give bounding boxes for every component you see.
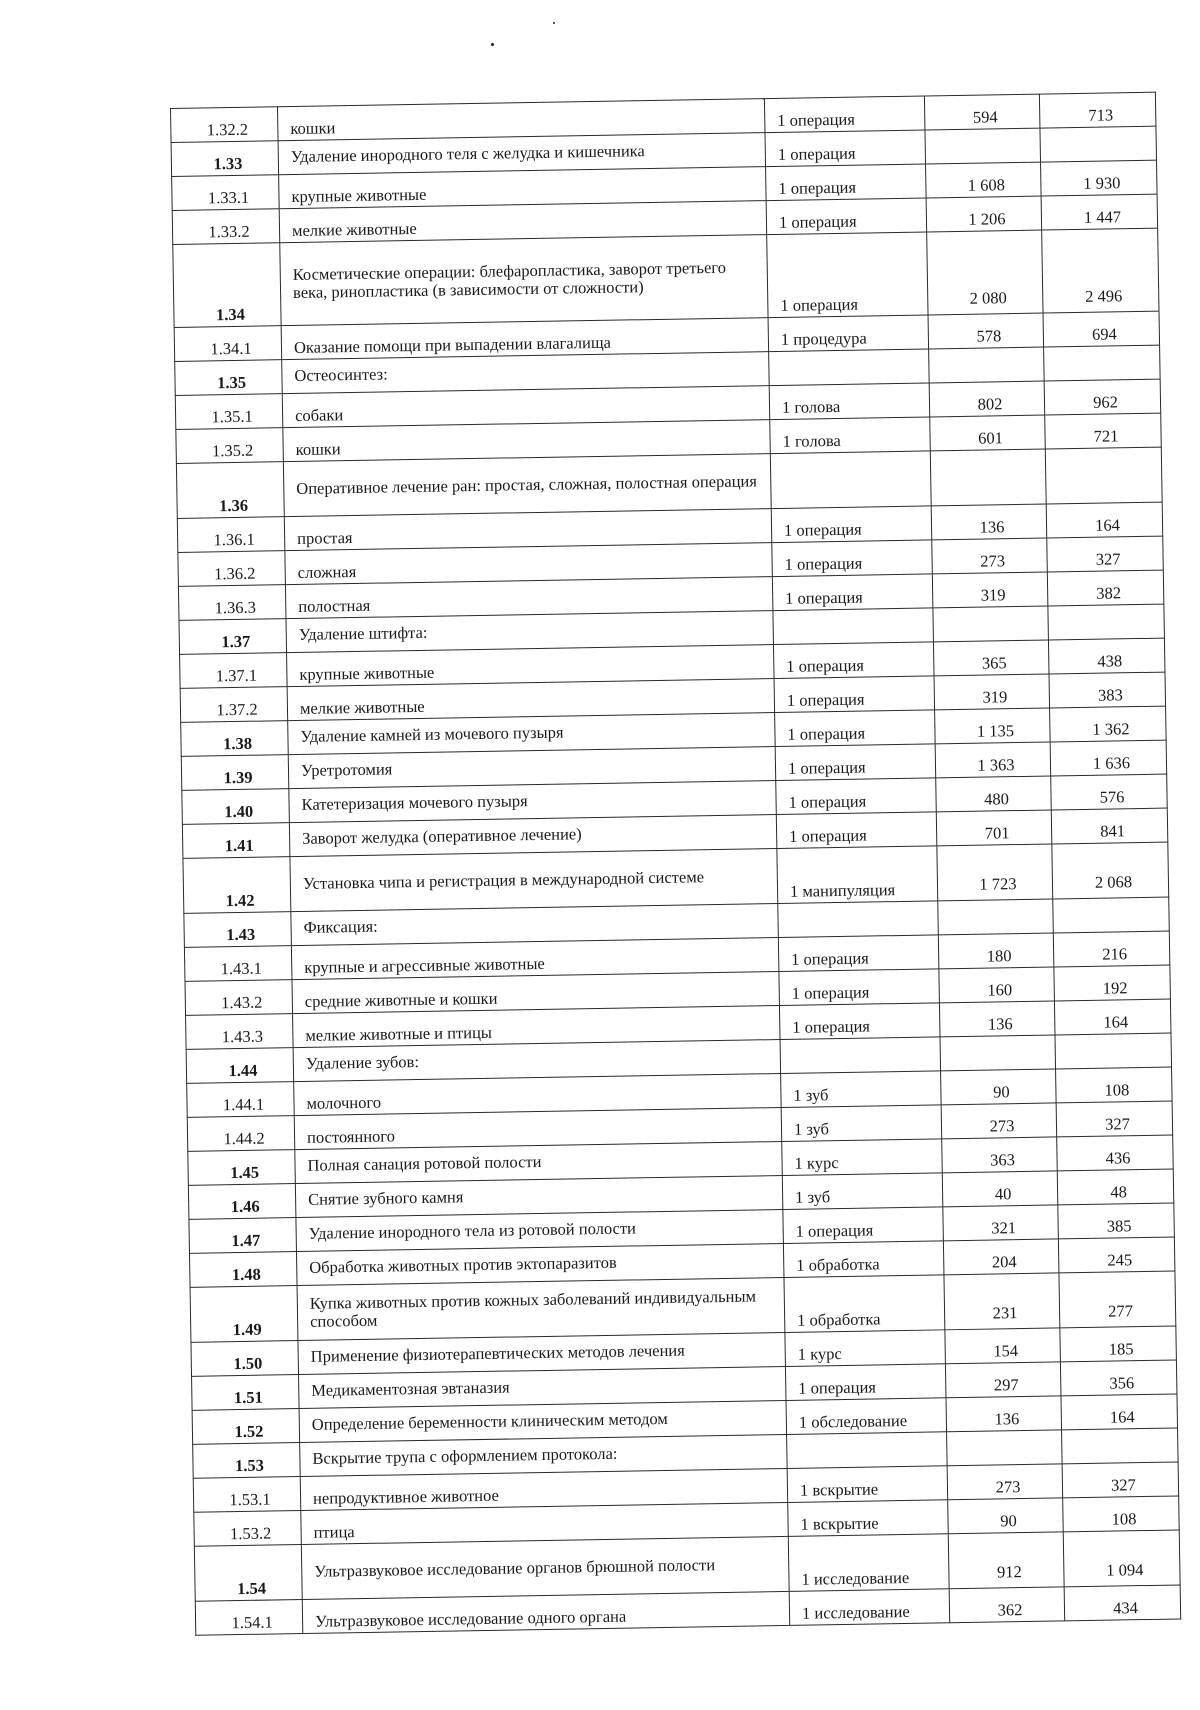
service-name-cell: Удаление зубов: [293, 1040, 780, 1082]
price-1-cell [925, 128, 1041, 164]
unit-cell: 1 операция [776, 812, 937, 849]
price-1-cell: 231 [944, 1273, 1060, 1330]
service-code-cell: 1.33.1 [172, 175, 280, 211]
price-1-cell: 136 [931, 504, 1047, 540]
service-code-cell: 1.43 [184, 912, 292, 948]
service-code-cell: 1.35.1 [175, 394, 283, 430]
unit-cell: 1 операция [774, 676, 935, 713]
price-2-cell: 382 [1047, 570, 1164, 606]
service-name-cell: мелкие животные [279, 201, 766, 243]
price-2-cell: 1 930 [1041, 160, 1158, 196]
service-code-cell: 1.37.2 [180, 687, 288, 723]
service-name-cell: Применение физиотерапевтических методов лечения [298, 1332, 785, 1374]
price-1-cell [938, 899, 1054, 935]
price-1-cell: 273 [947, 1464, 1063, 1500]
service-name-cell: сложная [285, 543, 772, 585]
price-1-cell: 40 [942, 1171, 1058, 1207]
unit-cell [773, 608, 934, 645]
price-2-cell: 327 [1056, 1101, 1173, 1137]
price-2-cell: 1 094 [1063, 1530, 1180, 1587]
service-code-cell: 1.33 [171, 141, 279, 177]
service-name-cell: Удаление штифта: [286, 611, 773, 653]
unit-cell: 1 курс [785, 1330, 946, 1367]
service-code-cell: 1.50 [191, 1341, 299, 1377]
service-name-cell: Купка животных против кожных заболеваний индивидуальным способом [297, 1277, 785, 1340]
price-1-cell: 1 135 [935, 708, 1051, 744]
service-code-cell: 1.33.2 [172, 209, 280, 245]
price-2-cell [1045, 447, 1162, 504]
service-code-cell: 1.44.1 [187, 1082, 295, 1118]
service-name-cell: Медикаментозная эвтаназия [299, 1366, 786, 1408]
price-1-cell: 363 [942, 1137, 1058, 1173]
service-name-cell: крупные животные [279, 167, 766, 209]
price-2-cell: 383 [1049, 672, 1166, 708]
service-name-cell: Ультразвуковое исследование органов брюшной полости [301, 1536, 789, 1599]
service-code-cell: 1.41 [182, 823, 290, 859]
price-2-cell: 436 [1057, 1135, 1174, 1171]
unit-cell [769, 349, 930, 386]
unit-cell: 1 вскрытие [788, 1500, 949, 1537]
unit-cell: 1 операция [779, 969, 940, 1006]
price-2-cell: 108 [1056, 1067, 1173, 1103]
price-1-cell [940, 1035, 1056, 1071]
price-2-cell: 48 [1057, 1169, 1174, 1205]
price-2-cell: 438 [1048, 638, 1165, 674]
service-code-cell: 1.34 [173, 243, 281, 328]
price-1-cell: 701 [936, 810, 1052, 846]
service-code-cell: 1.46 [188, 1184, 296, 1220]
price-2-cell: 164 [1046, 502, 1163, 538]
unit-cell: 1 операция [778, 935, 939, 972]
unit-cell: 1 зуб [781, 1105, 942, 1142]
price-2-cell: 721 [1045, 413, 1162, 449]
price-2-cell [1053, 897, 1170, 933]
price-2-cell: 962 [1044, 379, 1161, 415]
unit-cell: 1 манипуляция [777, 846, 938, 904]
price-2-cell [1062, 1428, 1179, 1464]
service-name-cell: Косметические операции: блефаропластика, заворот третьего века, ринопластика (в зависимости от сложности) [280, 235, 768, 326]
price-1-cell: 273 [932, 538, 1048, 574]
service-code-cell: 1.32.2 [171, 107, 279, 143]
price-1-cell: 319 [934, 674, 1050, 710]
service-code-cell: 1.49 [190, 1286, 298, 1343]
price-2-cell [1044, 345, 1161, 381]
service-code-cell: 1.43.2 [185, 980, 293, 1016]
service-code-cell: 1.36 [176, 462, 284, 519]
service-name-cell: крупные животные [287, 645, 774, 687]
service-code-cell: 1.48 [189, 1252, 297, 1288]
service-name-cell: мелкие животные и птицы [293, 1006, 780, 1048]
price-1-cell: 160 [939, 967, 1055, 1003]
price-1-cell: 1 608 [926, 162, 1042, 198]
price-2-cell: 164 [1054, 999, 1171, 1035]
price-2-cell: 694 [1043, 311, 1160, 347]
unit-cell: 1 исследование [788, 1534, 949, 1592]
price-1-cell: 319 [932, 572, 1048, 608]
price-2-cell [1040, 126, 1157, 162]
service-name-cell: средние животные и кошки [292, 972, 779, 1014]
price-1-cell: 802 [929, 381, 1045, 417]
price-1-cell [933, 606, 1049, 642]
service-code-cell: 1.38 [181, 721, 289, 757]
price-2-cell: 277 [1059, 1271, 1176, 1328]
service-code-cell: 1.47 [189, 1218, 297, 1254]
unit-cell [787, 1432, 948, 1469]
price-2-cell: 576 [1051, 774, 1168, 810]
price-1-cell: 912 [948, 1532, 1064, 1589]
price-table-body [171, 92, 1181, 1635]
service-code-cell: 1.54.1 [195, 1600, 303, 1636]
unit-cell: 1 операция [766, 198, 927, 235]
service-name-cell: мелкие животные [287, 679, 774, 721]
price-2-cell: 713 [1039, 92, 1156, 128]
unit-cell: 1 голова [770, 417, 931, 454]
price-1-cell: 273 [941, 1103, 1057, 1139]
price-2-cell: 1 636 [1050, 740, 1167, 776]
price-2-cell [1048, 604, 1165, 640]
service-name-cell: молочного [294, 1074, 781, 1116]
price-2-cell: 2 496 [1042, 228, 1159, 313]
price-1-cell: 365 [933, 640, 1049, 676]
unit-cell: 1 операция [785, 1364, 946, 1401]
price-2-cell: 1 447 [1041, 194, 1158, 230]
unit-cell: 1 операция [764, 96, 925, 133]
unit-cell: 1 операция [775, 710, 936, 747]
price-1-cell: 154 [945, 1328, 1061, 1364]
service-code-cell: 1.45 [188, 1150, 296, 1186]
price-1-cell: 136 [946, 1396, 1062, 1432]
price-2-cell: 164 [1061, 1394, 1178, 1430]
service-name-cell: Катетеризация мочевого пузыря [289, 781, 776, 823]
price-1-cell: 1 363 [935, 742, 1051, 778]
scan-speck [491, 43, 494, 46]
unit-cell: 1 обработка [783, 1241, 944, 1278]
price-2-cell: 2 068 [1052, 842, 1169, 899]
price-2-cell: 185 [1060, 1326, 1177, 1362]
price-1-cell: 2 080 [927, 230, 1043, 315]
service-code-cell: 1.36.3 [178, 585, 286, 621]
service-name-cell: простая [284, 509, 771, 551]
service-name-cell: Удаление инородного теля с желудка и кишечника [278, 133, 765, 175]
service-name-cell: кошки [277, 99, 764, 141]
service-name-cell: Обработка животных против эктопаразитов [296, 1243, 783, 1285]
service-code-cell: 1.54 [194, 1545, 302, 1602]
service-name-cell: Снятие зубного камня [295, 1175, 782, 1217]
service-name-cell: Фиксация: [291, 904, 778, 946]
service-code-cell: 1.43.1 [184, 946, 292, 982]
unit-cell: 1 зуб [781, 1071, 942, 1108]
price-1-cell: 480 [936, 776, 1052, 812]
price-1-cell [947, 1430, 1063, 1466]
service-code-cell: 1.43.3 [186, 1014, 294, 1050]
price-2-cell: 385 [1058, 1203, 1175, 1239]
unit-cell: 1 голова [769, 383, 930, 420]
service-code-cell: 1.34.1 [174, 326, 282, 362]
service-name-cell: Заворот желудка (оперативное лечение) [289, 815, 776, 857]
price-1-cell: 90 [948, 1498, 1064, 1534]
unit-cell: 1 операция [772, 574, 933, 611]
service-name-cell: Оказание помощи при выпадении влагалища [281, 318, 768, 360]
service-name-cell: крупные и агрессивные животные [291, 938, 778, 980]
unit-cell: 1 операция [766, 164, 927, 201]
service-name-cell: Удаление инородного тела из ротовой полости [296, 1209, 783, 1251]
service-code-cell: 1.37.1 [180, 653, 288, 689]
service-name-cell: собаки [282, 386, 769, 428]
unit-cell: 1 процедура [768, 315, 929, 352]
unit-cell: 1 операция [775, 744, 936, 781]
price-1-cell: 601 [930, 415, 1046, 451]
unit-cell [780, 1037, 941, 1074]
unit-cell: 1 операция [779, 1003, 940, 1040]
service-code-cell: 1.37 [179, 619, 287, 655]
unit-cell: 1 операция [771, 506, 932, 543]
service-name-cell: Удаление камней из мочевого пузыря [288, 713, 775, 755]
service-code-cell: 1.35.2 [176, 428, 284, 464]
service-name-cell: Ультразвуковое исследование одного органа [302, 1591, 789, 1633]
service-name-cell: непродуктивное животное [300, 1468, 787, 1510]
price-1-cell: 578 [928, 313, 1044, 349]
price-2-cell: 327 [1062, 1462, 1179, 1498]
unit-cell: 1 курс [782, 1139, 943, 1176]
price-1-cell: 321 [943, 1205, 1059, 1241]
price-1-cell: 90 [941, 1069, 1057, 1105]
price-2-cell: 192 [1054, 965, 1171, 1001]
service-name-cell: Уретротомия [288, 747, 775, 789]
service-name-cell: Вскрытие трупа с оформлением протокола: [300, 1434, 787, 1476]
unit-cell: 1 операция [765, 130, 926, 167]
price-1-cell: 180 [938, 933, 1054, 969]
service-code-cell: 1.36.1 [177, 517, 285, 553]
price-1-cell: 204 [943, 1239, 1059, 1275]
unit-cell: 1 вскрытие [787, 1466, 948, 1503]
price-1-cell: 136 [939, 1001, 1055, 1037]
price-2-cell: 1 362 [1050, 706, 1167, 742]
price-2-cell [1055, 1033, 1172, 1069]
service-code-cell: 1.35 [175, 360, 283, 396]
unit-cell: 1 обработка [784, 1275, 945, 1333]
service-code-cell: 1.39 [181, 755, 289, 791]
unit-cell: 1 операция [776, 778, 937, 815]
service-code-cell: 1.36.2 [178, 551, 286, 587]
service-name-cell: кошки [283, 420, 770, 462]
price-2-cell: 434 [1064, 1585, 1181, 1621]
unit-cell [770, 451, 931, 509]
service-code-cell: 1.44 [186, 1048, 294, 1084]
unit-cell: 1 операция [767, 232, 928, 318]
service-code-cell: 1.52 [192, 1409, 300, 1445]
scan-speck [553, 22, 555, 24]
price-2-cell: 245 [1058, 1237, 1175, 1273]
unit-cell: 1 исследование [789, 1589, 950, 1626]
service-name-cell: Полная санация ротовой полости [295, 1141, 782, 1183]
unit-cell: 1 обследование [786, 1398, 947, 1435]
price-2-cell: 356 [1060, 1360, 1177, 1396]
price-1-cell: 1 206 [926, 196, 1042, 232]
service-code-cell: 1.53.2 [194, 1511, 302, 1547]
service-name-cell: Оперативное лечение ран: простая, сложная, полостная операция [283, 454, 771, 517]
price-1-cell: 1 723 [937, 844, 1053, 901]
service-code-cell: 1.40 [182, 789, 290, 825]
price-1-cell [930, 449, 1046, 506]
price-2-cell: 216 [1053, 931, 1170, 967]
table-row [173, 228, 1159, 327]
service-code-cell: 1.53.1 [193, 1477, 301, 1513]
unit-cell: 1 операция [773, 642, 934, 679]
price-2-cell: 841 [1051, 808, 1168, 844]
unit-cell: 1 операция [772, 540, 933, 577]
service-name-cell: Определение беременности клиническим методом [299, 1400, 786, 1442]
price-2-cell: 108 [1063, 1496, 1180, 1532]
service-name-cell: Остеосинтез: [282, 352, 769, 394]
service-code-cell: 1.44.2 [187, 1116, 295, 1152]
unit-cell [778, 901, 939, 938]
service-code-cell: 1.42 [183, 857, 291, 914]
price-1-cell: 362 [949, 1587, 1065, 1623]
price-list-sheet [170, 92, 1180, 1636]
unit-cell: 1 зуб [782, 1173, 943, 1210]
price-1-cell: 297 [945, 1362, 1061, 1398]
service-name-cell: постоянного [294, 1108, 781, 1150]
service-code-cell: 1.51 [192, 1375, 300, 1411]
price-2-cell: 327 [1047, 536, 1164, 572]
unit-cell: 1 операция [783, 1207, 944, 1244]
price-1-cell [929, 347, 1045, 383]
price-table [170, 92, 1181, 1636]
price-1-cell: 594 [924, 94, 1040, 130]
service-name-cell: Установка чипа и регистрация в международной системе [290, 849, 778, 912]
service-name-cell: птица [301, 1502, 788, 1544]
service-name-cell: полостная [285, 577, 772, 619]
service-code-cell: 1.53 [193, 1443, 301, 1479]
